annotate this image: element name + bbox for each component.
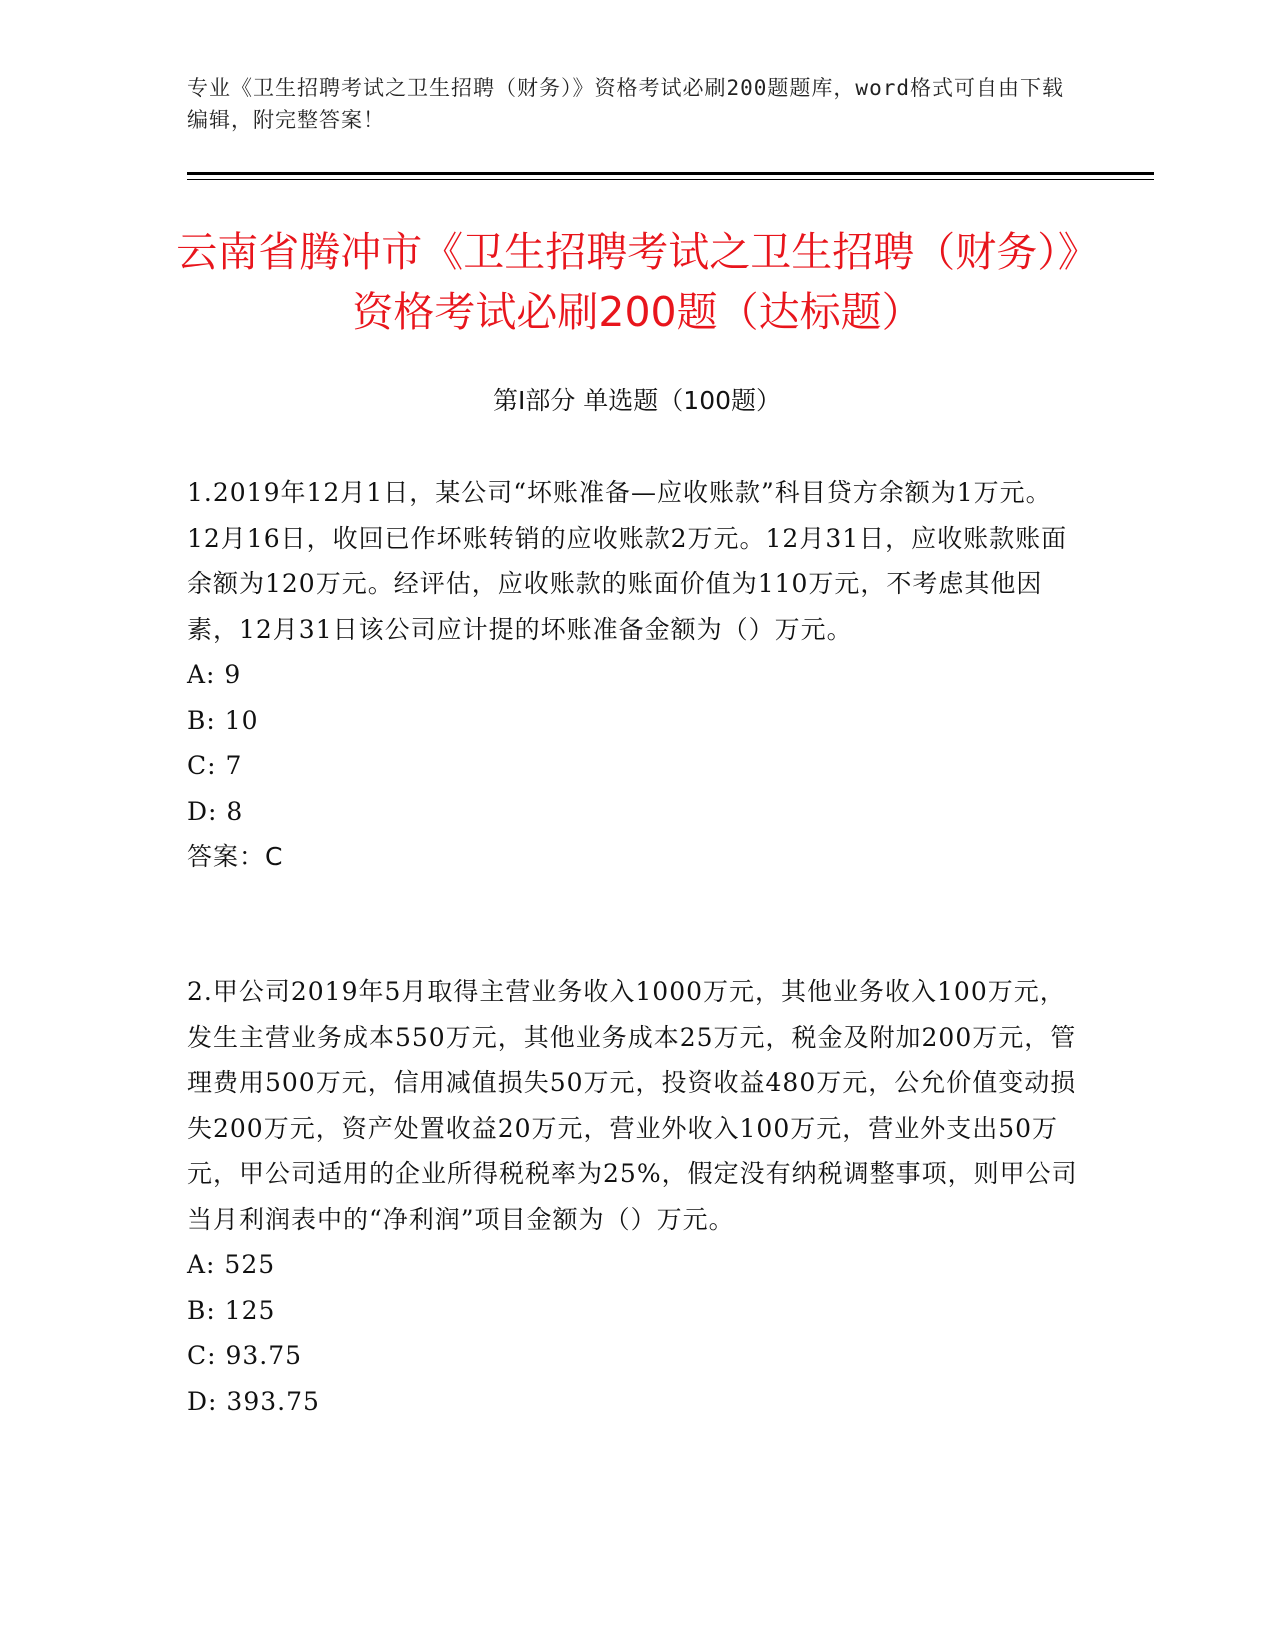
option-d: D: 393.75 [187, 1386, 320, 1416]
header-note: 专业《卫生招聘考试之卫生招聘（财务）》资格考试必刷200题题库，word格式可自由下载编辑，附完整答案！ [187, 76, 1064, 132]
section-title: 第Ⅰ部分 单选题（100题） [492, 386, 782, 415]
question-1 [187, 470, 1082, 880]
option-d: D: 8 [187, 796, 244, 826]
option-c: C: 7 [187, 751, 243, 780]
option-a: A: 9 [187, 660, 242, 689]
header-rule-thin [187, 179, 1154, 180]
option-b: B: 10 [187, 705, 259, 735]
document-title: 云南省腾冲市《卫生招聘考试之卫生招聘（财务）》资格考试必刷200题（达标题） [176, 228, 1099, 336]
question-stem: 1.2019年12月1日，某公司“坏账准备—应收账款”科目贷方余额为1万元。12月16日，收回已作坏账转销的应收账款2万元。12月31日，应收账款账面余额为120万元。经评估，应收账款的账面价值为110万元，不考虑其他因素，12月31日该公司应计提的坏账准备金额为（）万元。 [187, 478, 1068, 644]
answer: 答案：C [187, 842, 284, 871]
header-rule-thick [187, 172, 1154, 175]
option-c: C: 93.75 [187, 1341, 303, 1370]
question-2 [187, 969, 1082, 1424]
option-a: A: 525 [187, 1250, 276, 1279]
option-b: B: 125 [187, 1295, 276, 1325]
question-stem: 2.甲公司2019年5月取得主营业务收入1000万元，其他业务收入100万元，发生主营业务成本550万元，其他业务成本25万元，税金及附加200万元，管理费用500万元，信用减值损失50万元，投资收益480万元，公允价值变动损失200万元，资产处置收益20万元，营业外收入100万元，营业外支出50万元，甲公司适用的企业所得税税率为25%，假定没有纳税调整事项，则甲公司当月利润表中的“净利润”项目金额为（）万元。 [187, 977, 1078, 1234]
